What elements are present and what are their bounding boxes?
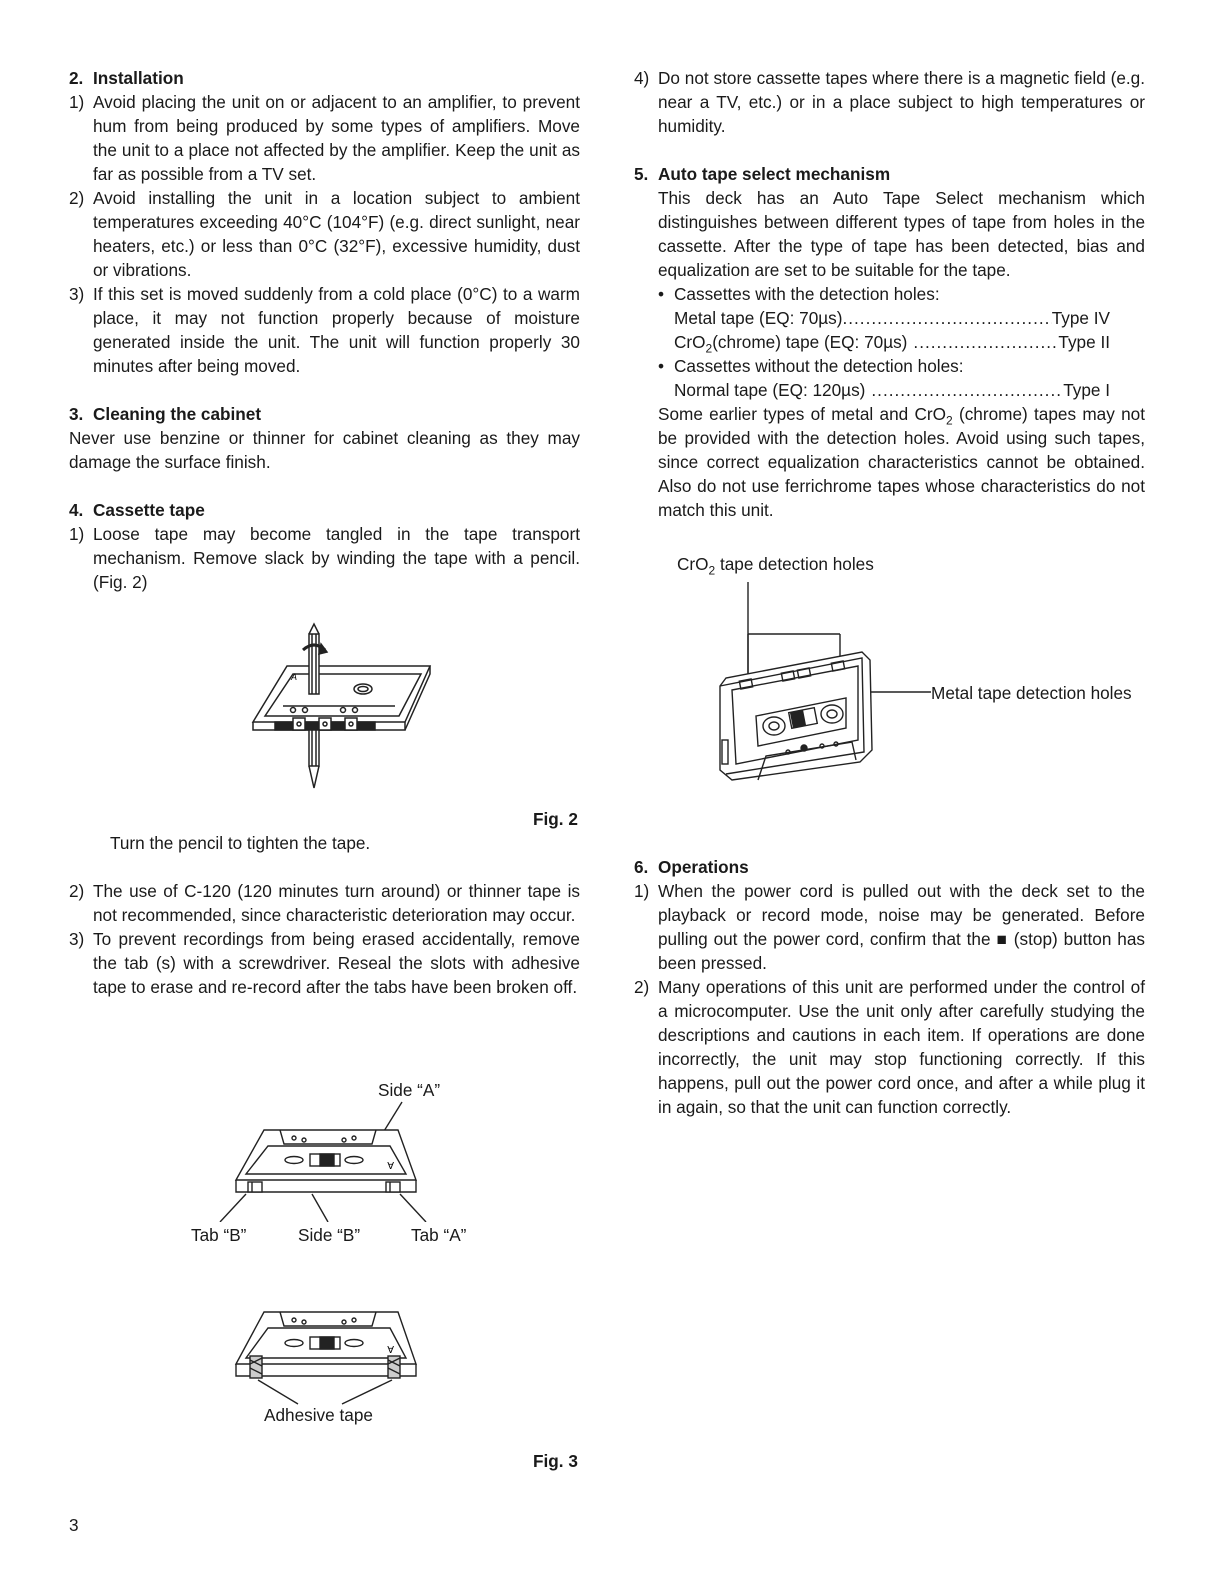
operations-item-1: 1) When the power cord is pulled out with the deck set to the playback or record mode, noise may be generated. Before pulling out the power cord, confirm that the ■ (stop) button has been pressed.	[634, 881, 1145, 973]
fig3-label: Fig. 3	[533, 1451, 578, 1471]
cro2-tape-row: CrO$_2$(chrome) tape (EQ: 70µs) ..... Type II	[674, 330, 1110, 354]
normal-tape-row: Normal tape (EQ: 120µs) ..... Type I	[674, 378, 1110, 402]
bullet-with-holes: • Cassettes with the detection holes:	[658, 282, 1145, 306]
section-cassette-heading: 4. Cassette tape	[69, 500, 205, 520]
fig3-side-a-label: Side “A”	[378, 1080, 441, 1100]
cro2-holes-label: CrO$_2$ tape detection holes	[677, 554, 874, 578]
cleaning-text: Never use benzine or thinner for cabinet cleaning as they may damage the surface finish.	[69, 428, 580, 472]
left-column	[69, 66, 580, 594]
fig3-adhesive-tape-illustration	[180, 1306, 480, 1406]
operations-section	[634, 855, 1145, 1119]
section-auto-tape-heading: 5. Auto tape select mechanism	[634, 164, 891, 184]
fig2-label: Fig. 2	[533, 809, 578, 829]
installation-item-3: 3) If this set is moved suddenly from a cold place (0°C) to a warm place, it may not function properly because of moisture generated inside the unit. The unit will function properly 30 minutes after being moved.	[69, 284, 580, 376]
page-number: 3	[69, 1515, 79, 1535]
fig3-side-letter: A	[387, 1159, 394, 1170]
cassette-item-3: 3) To prevent recordings from being erased accidentally, remove the tab (s) with a screwdriver. Reseal the slots with adhesive tape to erase and re-record after the tabs have been broken off.	[69, 929, 580, 997]
fig3-adhesive-label: Adhesive tape	[264, 1405, 373, 1425]
fig2-side-letter: A	[291, 672, 298, 682]
stop-icon: ■	[996, 929, 1008, 949]
right-column	[634, 66, 1145, 522]
auto-tape-note: Some earlier types of metal and CrO$_2$ (chrome) tapes may not be provided with the detection holes. Avoid using such tapes, since correct equalization characteristics cannot be obtained. Also do not use ferrichrome tapes whose characteristics do not match this unit.	[658, 404, 1145, 520]
bullet-without-holes: • Cassettes without the detection holes:	[658, 354, 1145, 378]
cassette-item-1: 1) Loose tape may become tangled in the tape transport mechanism. Remove slack by winding the tape with a pencil. (Fig. 2)	[69, 524, 580, 592]
fig3-side-b-label: Side “B”	[298, 1225, 361, 1245]
section-installation-heading: 2. Installation	[69, 68, 184, 88]
installation-item-2: 2) Avoid installing the unit in a location subject to ambient temperatures exceeding 40°C (104°F) (e.g. direct sunlight, near heaters, etc.) or less than 0°C (32°F), excessive humidity, dust or vibrations.	[69, 188, 580, 280]
installation-item-1: 1) Avoid placing the unit on or adjacent to an amplifier, to prevent hum from being produced by some types of amplifiers. Move the unit to a place not affected by the amplifier. Keep the unit as far as possible from a TV set.	[69, 92, 580, 184]
fig3-tab-b-label: Tab “B”	[191, 1225, 247, 1245]
auto-tape-intro: This deck has an Auto Tape Select mechanism which distinguishes between different types of tape from holes in the cassette. After the type of tape has been detected, bias and equalization are set to be suitable for the tape.	[658, 188, 1145, 280]
section-operations-heading: 6. Operations	[634, 857, 749, 877]
fig2-pencil-cassette-illustration	[245, 618, 440, 796]
fig2-caption: Turn the pencil to tighten the tape.	[110, 833, 371, 853]
cassette-item-2: 2) The use of C-120 (120 minutes turn around) or thinner tape is not recommended, since characteristic deterioration may occur.	[69, 881, 580, 925]
section-cleaning-heading: 3. Cleaning the cabinet	[69, 404, 262, 424]
cassette-items-2-3	[69, 879, 580, 999]
fig3-tab-a-label: Tab “A”	[411, 1225, 467, 1245]
metal-holes-label: Metal tape detection holes	[931, 683, 1132, 703]
operations-item-2: 2) Many operations of this unit are performed under the control of a microcomputer. Use the unit only after carefully studying the descriptions and cautions in each item. If operations are done incorrectly, the unit may stop functioning correctly. If this happens, pull out the power cord once, and after a while plug it in again, so that the unit can function correctly.	[634, 977, 1145, 1117]
fig3-adhesive-side-letter: A	[387, 1343, 394, 1354]
fig3-cassette-tabs-illustration	[180, 1098, 480, 1222]
metal-tape-row: Metal tape (EQ: 70µs) ..... Type IV	[674, 306, 1110, 330]
cassette-item-4: 4) Do not store cassette tapes where there is a magnetic field (e.g. near a TV, etc.) or in a place subject to high temperatures or humidity.	[634, 68, 1145, 136]
detection-holes-cassette-illustration	[712, 580, 932, 786]
